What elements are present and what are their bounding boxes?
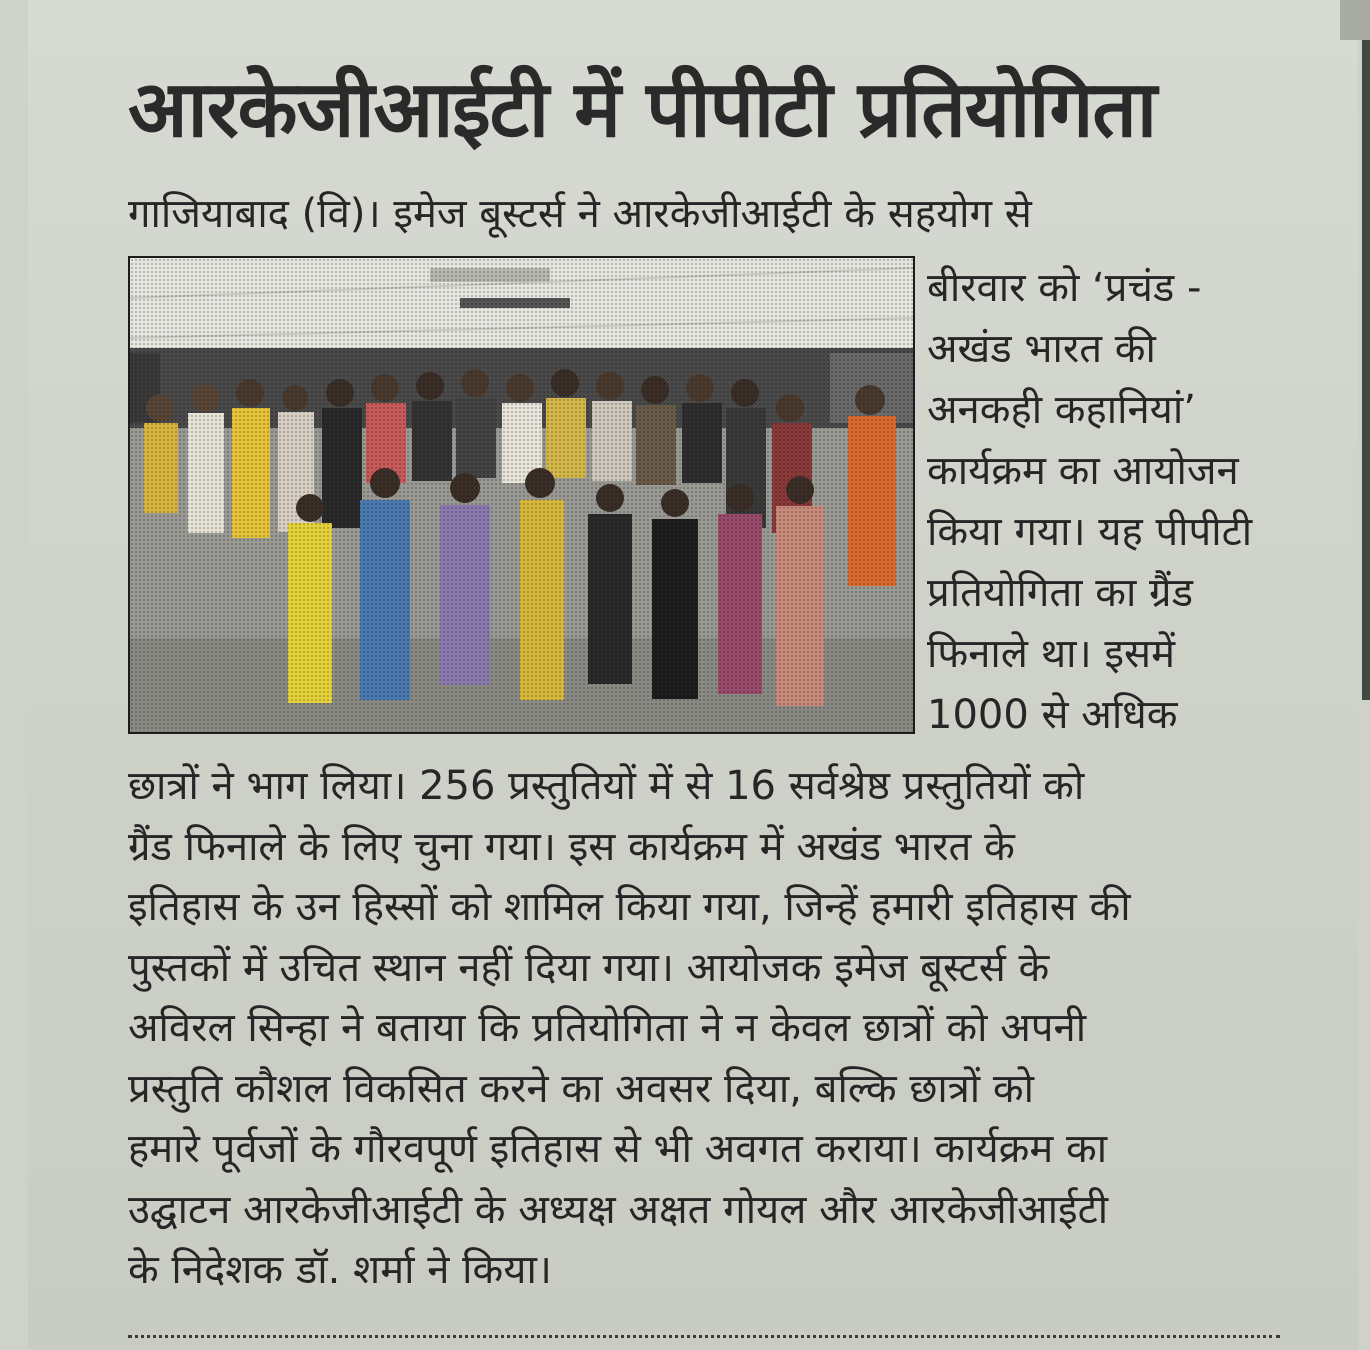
dotted-divider xyxy=(128,1335,1280,1338)
body-line: पुस्तकों में उचित स्थान नहीं दिया गया। आयोजक इमेज बूस्टर्स के xyxy=(128,944,1050,991)
side-line: प्रतियोगिता का ग्रैंड xyxy=(927,570,1193,616)
body-line: उद्घाटन आरकेजीआईटी के अध्यक्ष अक्षत गोयल और आरकेजीआईटी xyxy=(128,1186,1109,1233)
background-corner xyxy=(1340,0,1370,40)
body-line: ग्रैंड फिनाले के लिए चुना गया। इस कार्यक्रम में अखंड भारत के xyxy=(128,823,1015,870)
body-line: के निदेशक डॉ. शर्मा ने किया। xyxy=(128,1247,552,1293)
body-line: प्रस्तुति कौशल विकसित करने का अवसर दिया, बल्कि छात्रों को xyxy=(128,1065,1034,1112)
body-line: इतिहास के उन हिस्सों को शामिल किया गया, जिन्हें हमारी इतिहास की xyxy=(128,884,1131,930)
side-line: किया गया। यह पीपीटी xyxy=(927,509,1253,555)
halftone-overlay xyxy=(130,258,913,732)
group-photo xyxy=(128,256,915,734)
background-edge xyxy=(1362,40,1370,700)
body-line: हमारे पूर्वजों के गौरवपूर्ण इतिहास से भी अवगत कराया। कार्यक्रम का xyxy=(128,1126,1108,1172)
article-body xyxy=(128,756,1131,1301)
body-line: अविरल सिन्हा ने बताया कि प्रतियोगिता ने न केवल छात्रों को अपनी xyxy=(128,1005,1087,1051)
body-line: छात्रों ने भाग लिया। 256 प्रस्तुतियों में से 16 सर्वश्रेष्ठ प्रस्तुतियों को xyxy=(128,763,1085,809)
group-photo-illustration xyxy=(130,258,913,732)
headline: आरकेजीआईटी में पीपीटी प्रतियोगिता xyxy=(128,65,1157,155)
side-line: कार्यक्रम का आयोजन xyxy=(927,448,1239,494)
dateline-line: गाजियाबाद (वि)। इमेज बूस्टर्स ने आरकेजीआईटी के सहयोग से xyxy=(128,191,1032,237)
side-line: अनकही कहानियां’ xyxy=(927,387,1196,433)
side-line: 1000 से अधिक xyxy=(927,692,1178,738)
side-line: फिनाले था। इसमें xyxy=(927,631,1175,677)
side-line: अखंड भारत की xyxy=(927,326,1156,372)
side-line: बीरवार को ‘प्रचंड - xyxy=(927,265,1202,311)
side-column xyxy=(927,258,1252,746)
